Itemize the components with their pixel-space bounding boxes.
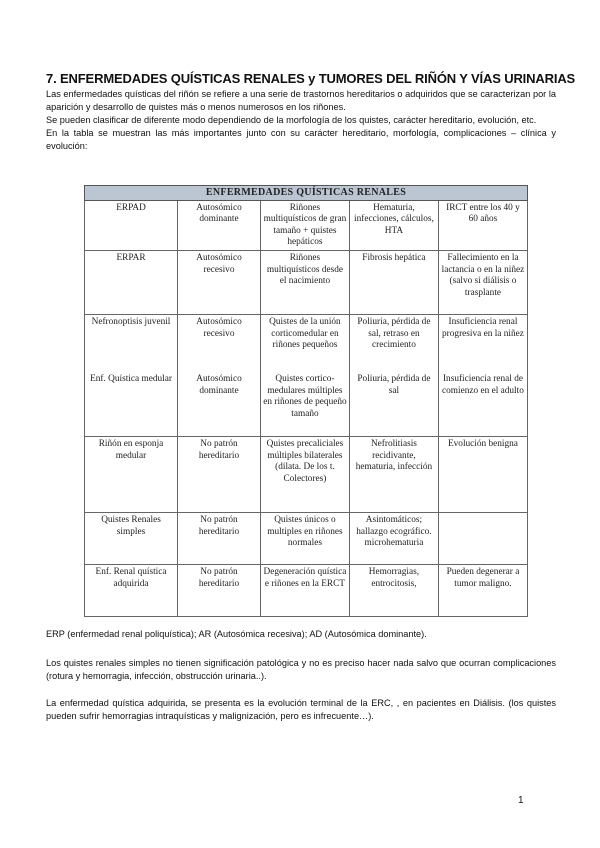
table-cell: Nefrolitiasis recidivante, hematuria, infección — [349, 436, 438, 512]
table-cell — [349, 314, 438, 436]
cell-entry: Quistes de la unión corticomedular en riñones pequeños — [269, 316, 341, 351]
table-row — [85, 314, 528, 436]
table-cell — [178, 314, 261, 436]
table-row — [85, 512, 528, 564]
acquired-disease-paragraph — [46, 697, 556, 724]
abbreviations-text: ERP (enfermedad renal poliquística); AR (Autosómica recesiva); AD (Autosómica dominante). — [46, 629, 427, 639]
table-cell — [438, 314, 527, 436]
table-cell: No patrón hereditario — [178, 512, 261, 564]
cell-entry: Autosómico recesivo — [196, 316, 242, 339]
intro-text — [46, 88, 556, 153]
page-number: 1 — [518, 795, 524, 806]
intro-paragraph: Las enfermedades quísticas del riñón se refiere a una serie de trastornos hereditarios o adquiridos que se caracterizan por la aparición y desarrollo de quistes más o menos numerosos en los riñones. — [46, 89, 556, 112]
intro-paragraph: Se pueden clasificar de diferente modo dependiendo de la morfología de los quistes, carácter hereditario, evolución, etc. — [46, 114, 537, 125]
table-cell: No patrón hereditario — [178, 436, 261, 512]
table-cell: No patrón hereditario — [178, 564, 261, 616]
simple-cysts-paragraph — [46, 657, 556, 684]
table-cell: Riñones multiquísticos de gran tamaño + quistes hepáticos — [260, 200, 349, 250]
cell-entry: Nefronoptisis juvenil — [91, 316, 171, 327]
cell-entry: Autosómico dominante — [196, 373, 242, 396]
cell-entry: Insuficiencia renal progresiva en la niñez — [442, 316, 524, 339]
table-cell: ERPAR — [85, 250, 178, 314]
table-header: ENFERMEDADES QUÍSTICAS RENALES — [85, 186, 528, 201]
cell-entry: Enf. Quística medular — [90, 373, 172, 384]
table-cell: Asintomáticos; hallazgo ecográfico. microhematuria — [349, 512, 438, 564]
table-cell: Quistes únicos o multiples en riñones normales — [260, 512, 349, 564]
intro-paragraph: En la tabla se muestran las más importantes junto con su carácter hereditario, morfología, complicaciones – clínica y evolución: — [46, 127, 556, 151]
table-cell: Quistes precaliciales múltiples bilaterales (dilata. De los t. Colectores) — [260, 436, 349, 512]
table-row — [85, 250, 528, 314]
table-cell: Fallecimiento en la lactancia o en la niñez (salvo si diálisis o trasplante — [438, 250, 527, 314]
section-title: 7. ENFERMEDADES QUÍSTICAS RENALES y TUMORES DEL RIÑÓN Y VÍAS URINARIAS — [46, 71, 576, 86]
paragraph-text: Los quistes renales simples no tienen significación patológica y no es preciso hacer nada salvo que ocurran complicaciones (rotura y hemorragia, infección, obstrucción urinaria..). — [46, 658, 556, 682]
table-row — [85, 436, 528, 512]
table-cell: Riñones multiquísticos desde el nacimiento — [260, 250, 349, 314]
table-cell: Pueden degenerar a tumor maligno. — [438, 564, 527, 616]
table-cell: Evolución benigna — [438, 436, 527, 512]
cell-entry: Insuficiencia renal de comienzo en el adulto — [442, 373, 524, 396]
table-cell: Autosómico recesivo — [178, 250, 261, 314]
table-header-row — [85, 186, 528, 201]
table-cell: IRCT entre los 40 y 60 años — [438, 200, 527, 250]
abbreviations-note — [46, 628, 556, 641]
table-cell: Degeneración quística e riñones en la ERCT — [260, 564, 349, 616]
table-cell: Hemorragias, entrocitosis, — [349, 564, 438, 616]
cell-entry: Quistes cortico-medulares múltiples en riñones de pequeño tamaño — [263, 373, 347, 419]
table-row — [85, 200, 528, 250]
cystic-diseases-table-wrapper — [84, 185, 528, 617]
paragraph-text: La enfermedad quística adquirida, se presenta es la evolución terminal de la ERC, , en pacientes en Diálisis. (los quistes pueden sufrir hemorragias intraquísticas y malignización, pero es infrecuente…). — [46, 698, 556, 722]
table-cell: Riñón en esponja medular — [85, 436, 178, 512]
cell-entry: Poliuria, pérdida de sal, retraso en crecimiento — [357, 316, 431, 351]
table-cell: Hematuria, infecciones, cálculos, HTA — [349, 200, 438, 250]
cell-entry: Poliuria, pérdida de sal — [357, 373, 431, 396]
cystic-diseases-table — [84, 185, 528, 617]
table-cell: Quistes Renales simples — [85, 512, 178, 564]
table-cell — [85, 314, 178, 436]
table-cell: Fibrosis hepática — [349, 250, 438, 314]
table-cell — [260, 314, 349, 436]
table-cell — [438, 512, 527, 564]
table-cell: Autosómico dominante — [178, 200, 261, 250]
table-row — [85, 564, 528, 616]
table-cell: Enf. Renal quística adquirida — [85, 564, 178, 616]
table-cell: ERPAD — [85, 200, 178, 250]
